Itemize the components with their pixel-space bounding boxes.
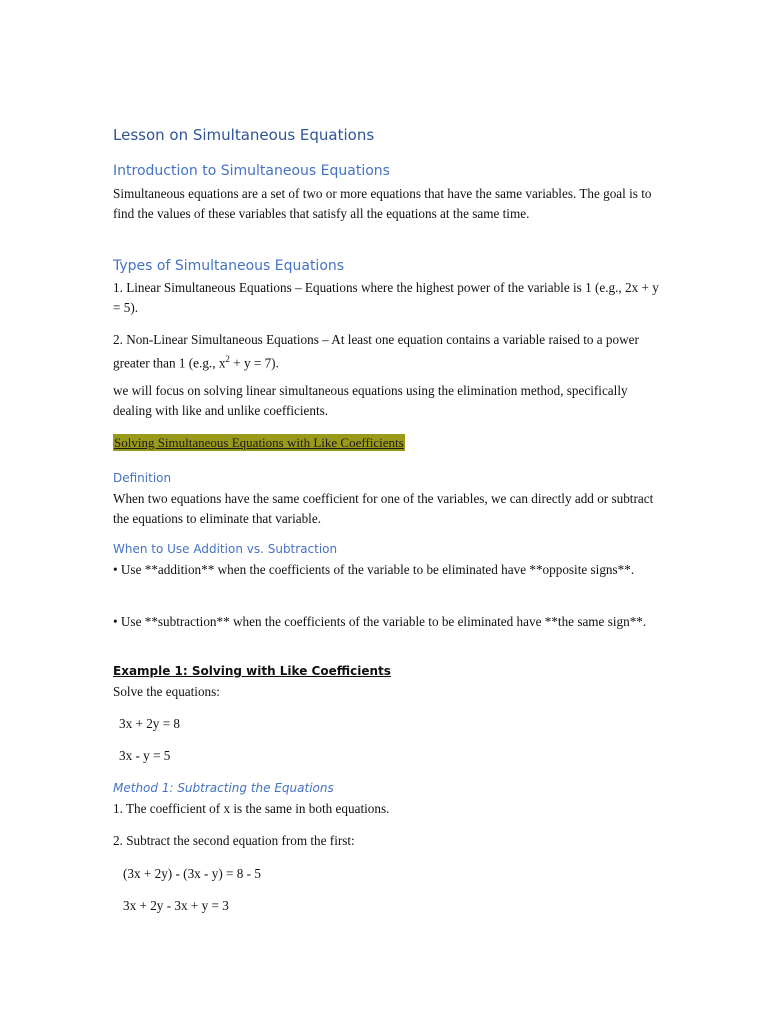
document-title: Lesson on Simultaneous Equations <box>113 126 375 144</box>
types-item-nonlinear: 2. Non-Linear Simultaneous Equations – At least one equation contains a variable raised to a power greater than 1 (e.g., $x^2 + y = 7$). <box>113 332 639 370</box>
types-item-linear: 1. Linear Simultaneous Equations – Equations where the highest power of the variable is 1 (e.g., 2x + y = 5). <box>113 280 659 315</box>
subtraction-bullet: • Use **subtraction** when the coefficients of the variable to be eliminated have **the same sign**. <box>113 614 647 629</box>
example1-prompt: Solve the equations: <box>113 684 220 699</box>
example1-equation-2: 3x - y = 5 <box>119 748 171 763</box>
method1-work-line-1: (3x + 2y) - (3x - y) = 8 - 5 <box>123 866 261 881</box>
types-heading: Types of Simultaneous Equations <box>113 258 345 274</box>
addition-bullet: • Use **addition** when the coefficients of the variable to be eliminated have **opposite signs**. <box>113 562 635 577</box>
intro-paragraph: Simultaneous equations are a set of two or more equations that have the same variables. The goal is to find the values of these variables that satisfy all the equations at the same time. <box>113 186 652 221</box>
when-to-use-heading: When to Use Addition vs. Subtraction <box>113 542 338 556</box>
highlighted-heading-text: Solving Simultaneous Equations with Like Coefficients <box>114 435 404 450</box>
intro-heading: Introduction to Simultaneous Equations <box>113 163 390 179</box>
definition-heading: Definition <box>113 471 172 485</box>
method1-heading: Method 1: Subtracting the Equations <box>113 781 334 795</box>
example1-heading: Example 1: Solving with Like Coefficients <box>113 664 391 678</box>
method1-step-1: 1. The coefficient of x is the same in both equations. <box>113 801 390 816</box>
definition-paragraph: When two equations have the same coefficient for one of the variables, we can directly add or subtract the equations to eliminate that variable. <box>113 491 654 526</box>
like-coefficients-heading <box>113 434 661 452</box>
method1-step-2: 2. Subtract the second equation from the first: <box>113 833 355 848</box>
method1-work-line-2: 3x + 2y - 3x + y = 3 <box>123 898 229 913</box>
focus-paragraph: we will focus on solving linear simultaneous equations using the elimination method, specifically dealing with like and unlike coefficients. <box>113 383 628 418</box>
example1-equation-1: 3x + 2y = 8 <box>119 716 181 731</box>
